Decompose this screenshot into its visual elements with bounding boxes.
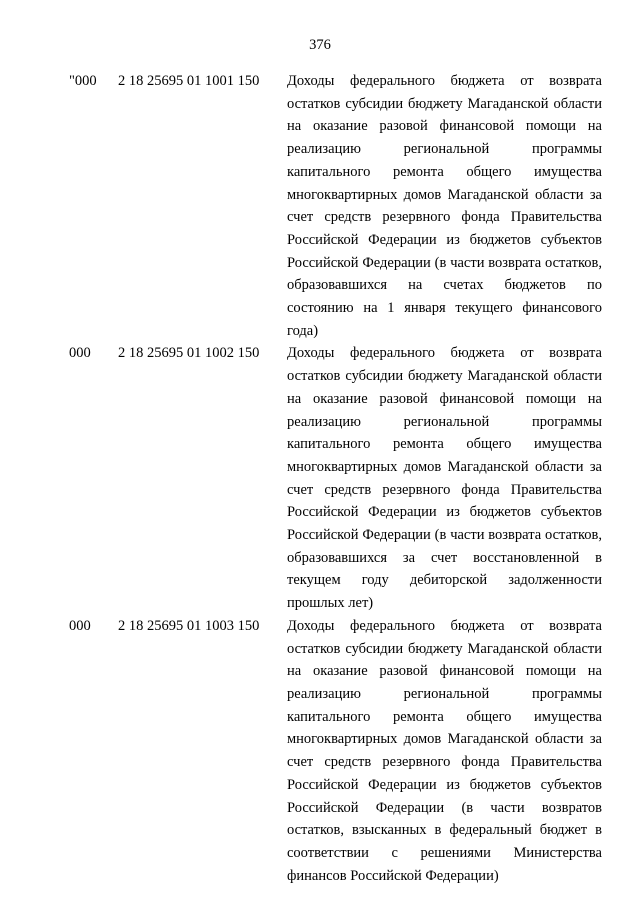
entry-description: Доходы федерального бюджета от возврата остатков субсидии бюджету Магаданской области на оказание разовой финансовой помощи на реализацию региональной программы капитального ремонта общего имущества многоквартирных домов Магаданской области за счет средств резервного фонда Правительства Российской Федерации из бюджетов субъектов Российской Федерации (в части возвратов остатков, взысканных в федеральный бюджет в соответствии с решениями Министерства финансов Российской Федерации): [287, 617, 602, 884]
entry-1001: [0, 70, 640, 342]
admin-code: 000: [69, 617, 91, 634]
entry-1003: [0, 615, 640, 887]
budget-classification-code: 2 18 25695 01 1001 150: [118, 73, 260, 89]
budget-classification-code: 2 18 25695 01 1002 150: [118, 345, 260, 362]
page-number: 376: [309, 37, 331, 53]
budget-classification-code: 2 18 25695 01 1003 150: [118, 617, 260, 634]
entry-1002: [0, 342, 640, 614]
budget-code-entries: [0, 70, 640, 887]
entry-description: Доходы федерального бюджета от возврата остатков субсидии бюджету Магаданской области на оказание разовой финансовой помощи на реализацию региональной программы капитального ремонта общего имущества многоквартирных домов Магаданской области за счет средств резервного фонда Правительства Российской Федерации из бюджетов субъектов Российской Федерации (в части возврата остатков, образовавшихся на счетах бюджетов по состоянию на 1 января текущего финансового года): [287, 73, 602, 339]
admin-code: "000: [69, 73, 97, 89]
entry-description: Доходы федерального бюджета от возврата остатков субсидии бюджету Магаданской области на оказание разовой финансовой помощи на реализацию региональной программы капитального ремонта общего имущества многоквартирных домов Магаданской области за счет средств резервного фонда Правительства Российской Федерации из бюджетов субъектов Российской Федерации (в части возврата остатков, образовавшихся за счет восстановленной в текущем году дебиторской задолженности прошлых лет): [287, 345, 602, 612]
admin-code: 000: [69, 345, 91, 362]
